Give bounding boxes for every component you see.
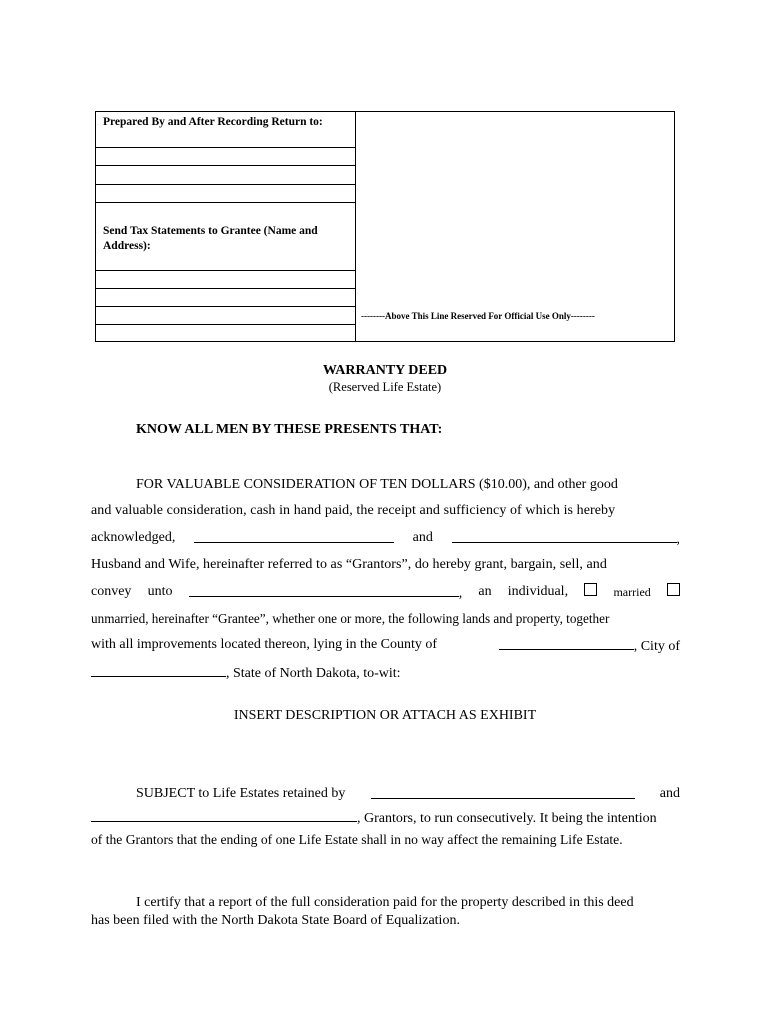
para1-line-4: Husband and Wife, hereinafter referred to as “Grantors”, do hereby grant, bargain, sell, and [91,557,607,572]
para3-line-2: has been filed with the North Dakota State Board of Equalization. [91,913,460,928]
tax-line-1[interactable] [96,270,355,271]
insert-description: INSERT DESCRIPTION OR ATTACH AS EXHIBIT [233,708,537,723]
return-to-line-2[interactable] [96,165,355,166]
and-text-2: and [659,786,680,801]
return-to-line-1[interactable] [96,147,355,148]
subject-text: SUBJECT to Life Estates retained by [136,786,346,801]
county-blank[interactable] [499,636,634,650]
return-to-line-3[interactable] [96,184,355,185]
tax-line-2[interactable] [96,288,355,289]
prepared-by-label: Prepared By and After Recording Return to: [103,116,323,128]
para1-line-3 [91,529,680,549]
convey-text: convey [91,584,132,599]
para2-line-3: of the Grantors that the ending of one Life Estate shall in no way affect the remaining Life Estate. [91,832,623,847]
city-blank[interactable] [91,663,226,677]
married-text: married [613,585,651,599]
para1-line-1: FOR VALUABLE CONSIDERATION OF TEN DOLLARS ($10.00), and other good [136,477,618,492]
unto-text: unto [147,584,173,599]
grantee-blank[interactable] [189,583,459,597]
para3-line-1: I certify that a report of the full consideration paid for the property described in this deed [136,895,634,910]
para1-line-7 [91,636,680,656]
married-checkbox[interactable] [584,583,597,596]
life-estate-2-blank[interactable] [91,808,357,822]
grantor-1-blank[interactable] [194,529,394,543]
official-use-note: --------Above This Line Reserved For Official Use Only-------- [361,311,595,321]
grantor-2-blank[interactable] [452,529,677,543]
para1-line-6: unmarried, hereinafter “Grantee”, whether one or more, the following lands and property, together [91,611,610,626]
and-text: and [412,530,433,545]
comma-text-2: , [458,586,463,601]
deed-subtitle: (Reserved Life Estate) [328,380,442,394]
para2-line-1 [136,785,680,803]
para1-line-5 [91,583,680,603]
recording-box [95,111,675,342]
tax-line-3[interactable] [96,306,355,307]
tax-line-4[interactable] [96,324,355,325]
tax-statements-label-2: Address): [103,240,151,252]
state-text: , State of North Dakota, to-wit: [226,666,401,681]
life-estate-1-blank[interactable] [371,785,635,799]
unmarried-checkbox[interactable] [667,583,680,596]
individual-text: individual, [507,584,569,599]
deed-title: WARRANTY DEED [322,363,448,378]
para2-line-2 [91,808,680,828]
return-to-line-4[interactable] [96,202,355,203]
comma-text: , [676,532,680,547]
tax-statements-label-1: Send Tax Statements to Grantee (Name and [103,225,318,237]
know-all-heading: KNOW ALL MEN BY THESE PRESENTS THAT: [136,422,443,437]
recording-box-left [96,112,356,341]
city-of-text: , City of [633,639,680,654]
acknowledged-text: acknowledged, [91,530,176,545]
improvements-text: with all improvements located thereon, lying in the County of [91,637,438,652]
grantors-text: , Grantors, to run consecutively. It being the intention [357,811,657,826]
para1-line-8 [91,663,680,683]
para1-line-2: and valuable consideration, cash in hand paid, the receipt and sufficiency of which is hereby [91,503,616,518]
an-text: an [478,584,492,599]
